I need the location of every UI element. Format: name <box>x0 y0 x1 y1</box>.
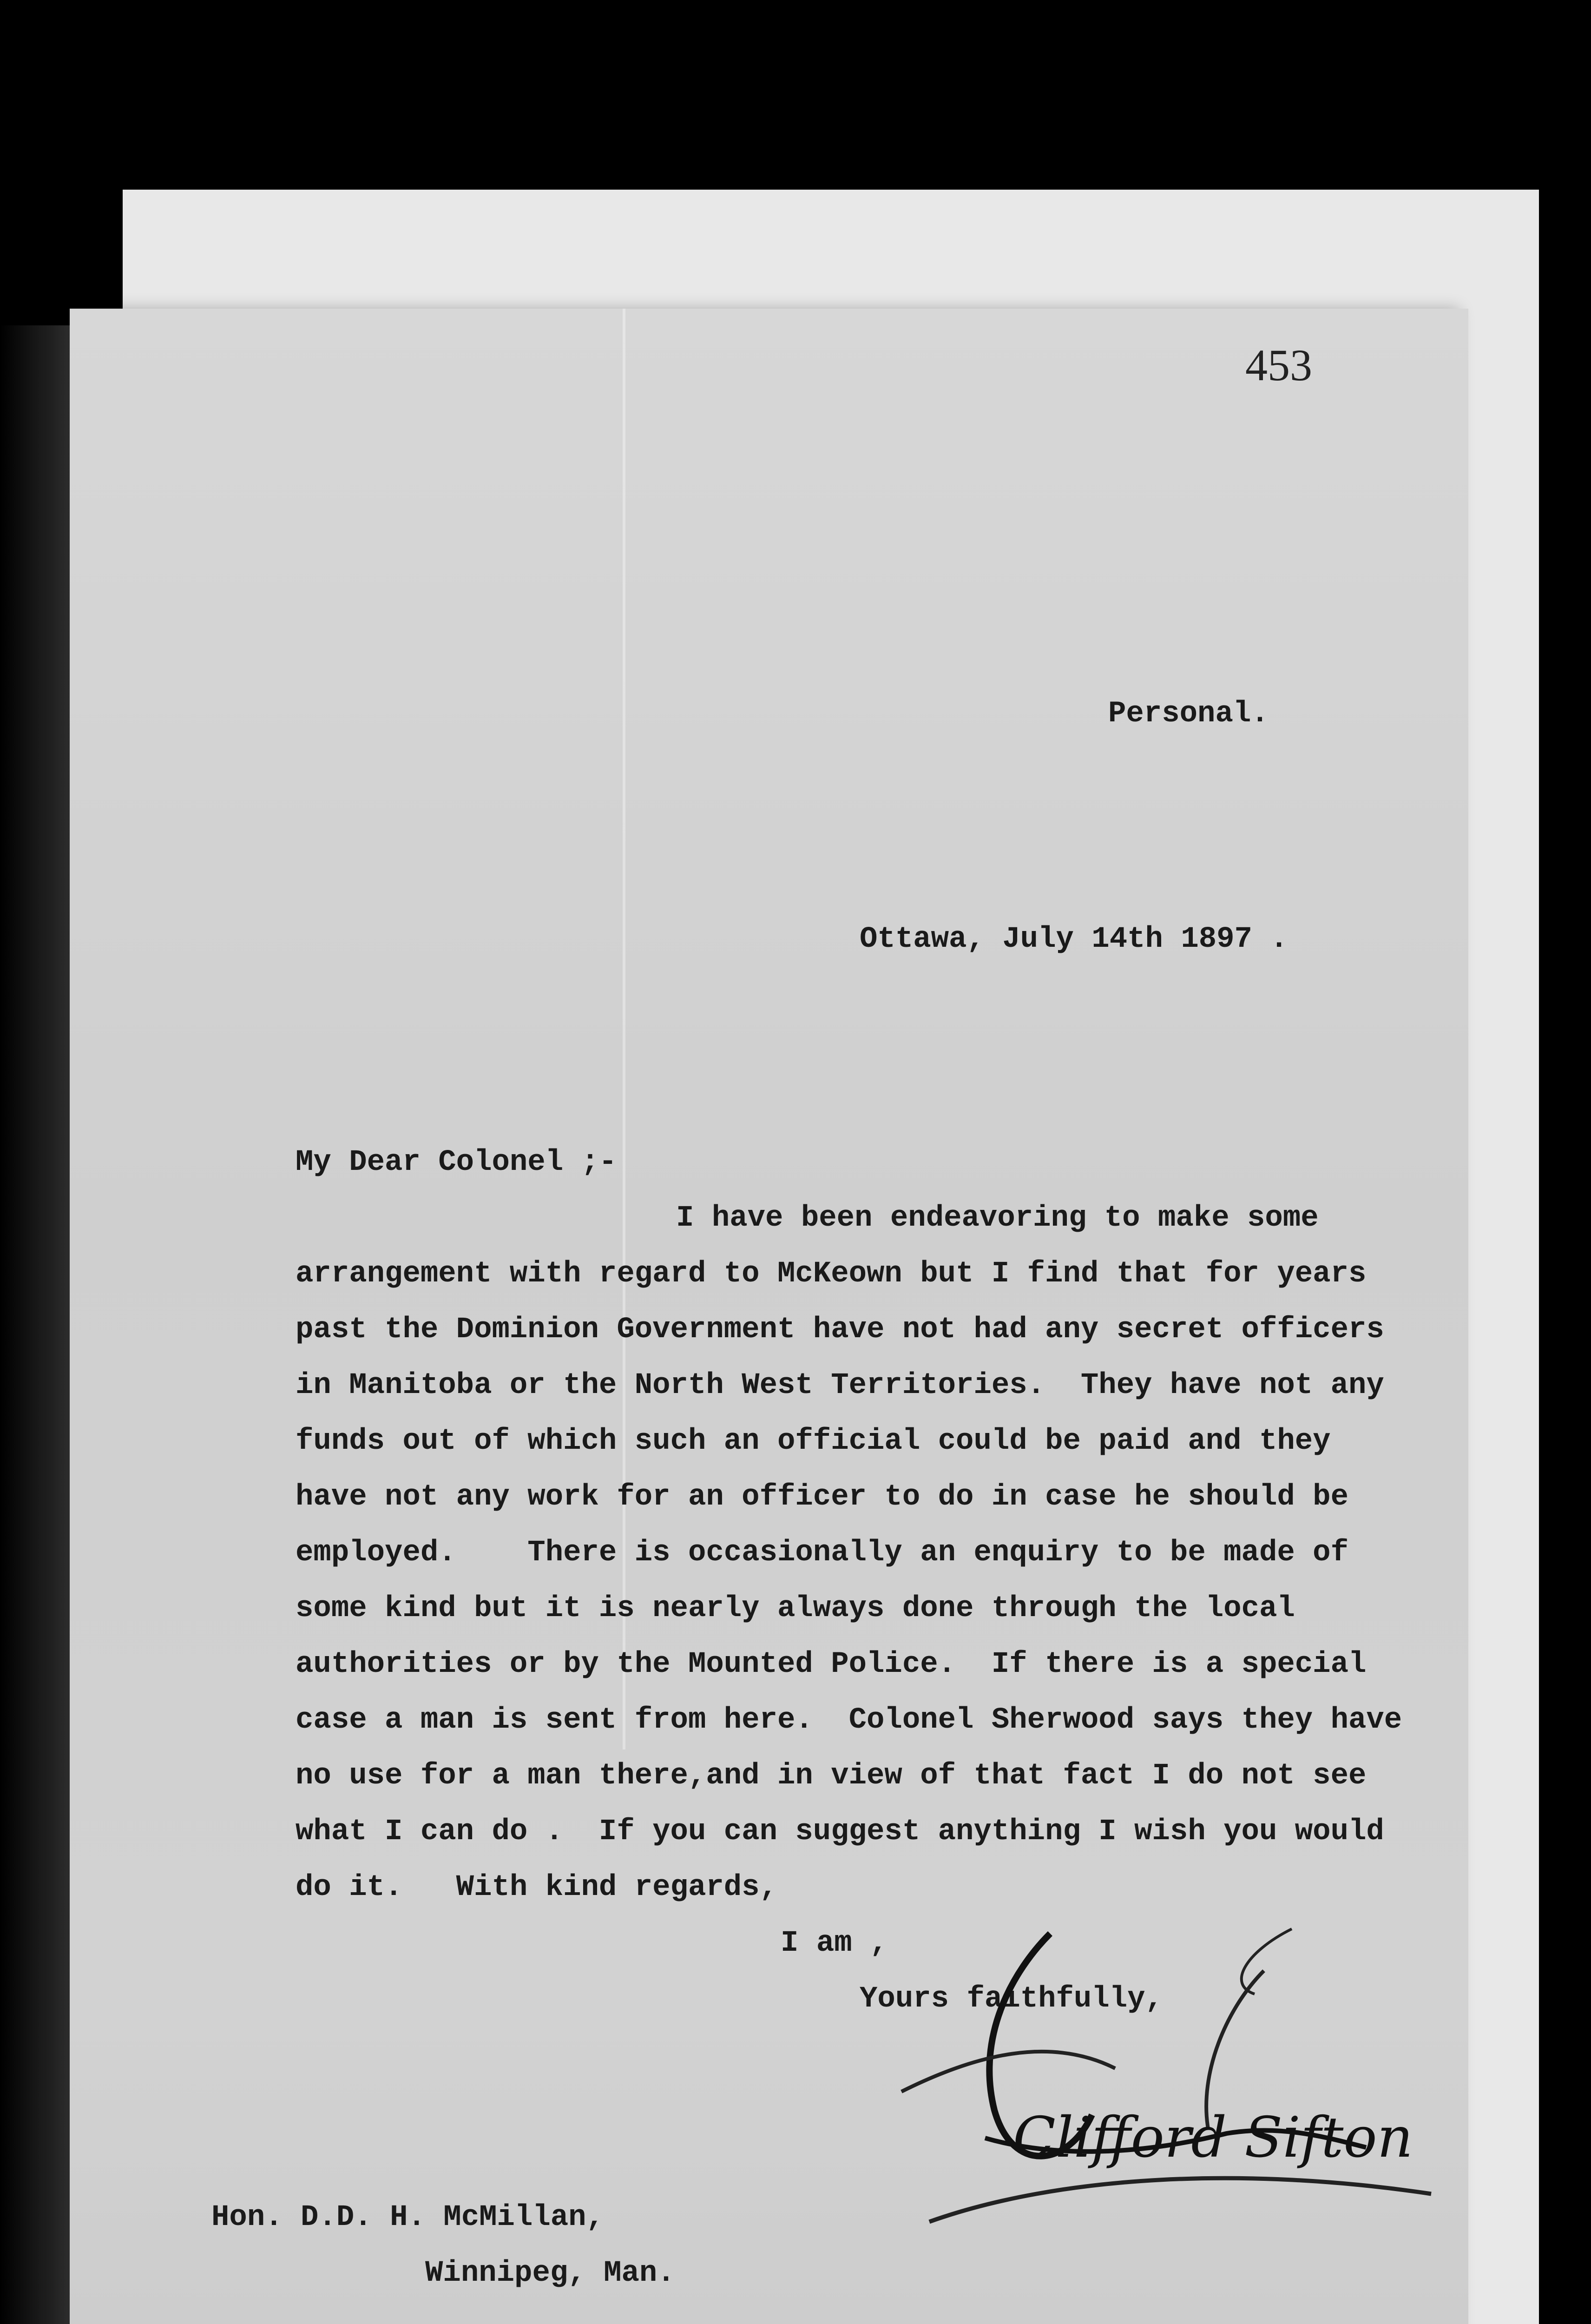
closing-i-am: I am , <box>781 1927 888 1960</box>
body-line: funds out of which such an official could be paid and they <box>296 1425 1331 1458</box>
signature <box>874 1915 1450 2268</box>
body-line: employed. There is occasionally an enquiry to be made of <box>296 1536 1348 1570</box>
body-line: do it. With kind regards, <box>296 1871 777 1904</box>
body-line: case a man is sent from here. Colonel Sherwood says they have <box>296 1703 1402 1737</box>
body-line: what I can do . If you can suggest anything I wish you would <box>296 1815 1384 1849</box>
addressee-name: Hon. D.D. H. McMillan, <box>211 2201 604 2234</box>
date-line: Ottawa, July 14th 1897 . <box>860 923 1288 956</box>
salutation: My Dear Colonel ;- <box>296 1146 617 1179</box>
body-line: some kind but it is nearly always done through the local <box>296 1592 1295 1625</box>
body-line: arrangement with regard to McKeown but I find that for years <box>296 1257 1367 1291</box>
closing-yours: Yours faithfully, <box>860 1982 1163 2016</box>
addressee-place: Winnipeg, Man. <box>425 2257 675 2290</box>
signature-text: Clifford Sifton <box>1013 2106 1413 2170</box>
body-line: I have been endeavoring to make some <box>676 1202 1319 1235</box>
body-line: in Manitoba or the North West Territories. They have not any <box>296 1369 1384 1402</box>
body-line: no use for a man there,and in view of that fact I do not see <box>296 1759 1367 1793</box>
fold-line <box>623 309 625 1750</box>
body-line: past the Dominion Government have not had any secret officers <box>296 1313 1384 1347</box>
body-line: have not any work for an officer to do in case he should be <box>296 1480 1348 1514</box>
body-line: authorities or by the Mounted Police. If there is a special <box>296 1648 1367 1681</box>
page-number: 453 <box>1245 340 1312 390</box>
personal-marking: Personal. <box>1108 697 1269 731</box>
